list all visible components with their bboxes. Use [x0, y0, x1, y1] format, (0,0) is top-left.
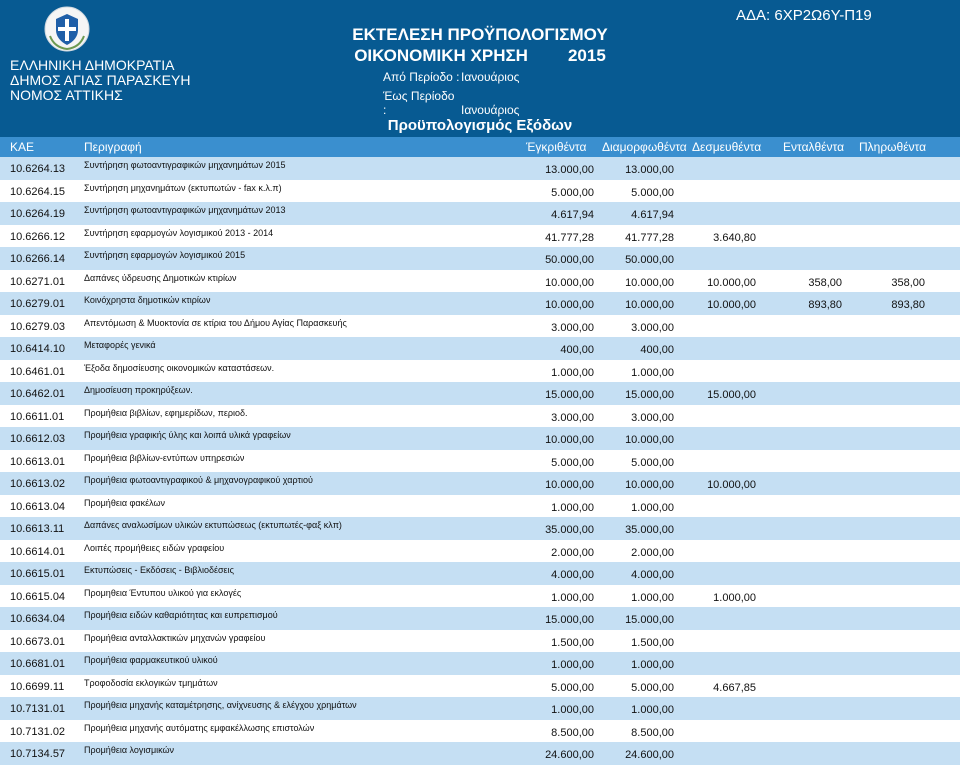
description-cell: Συντήρηση μηχανημάτων (εκτυπωτών - fax κ.λ.π) [84, 182, 282, 193]
table-row [0, 742, 960, 765]
approved-cell: 50.000,00 [545, 254, 594, 266]
table-row [0, 652, 960, 675]
kae-cell: 10.6264.19 [10, 208, 66, 220]
fiscal-year: 2015 [567, 46, 606, 65]
paid-cell: 358,00 [891, 276, 925, 289]
approved-cell: 1.000,00 [551, 704, 594, 716]
committed-cell: 4.667,85 [713, 681, 756, 694]
description-cell: Προμήθεια φωτοαντιγραφικού & μηχανογραφικού χαρτιού [84, 475, 313, 485]
kae-cell: 10.6462.01 [10, 388, 66, 400]
from-period-value: Ιανουάριος [461, 70, 520, 84]
approved-cell: 10.000,00 [545, 299, 594, 311]
description-cell: Εκτυπώσεις - Εκδόσεις - Βιβλιοδέσεις [84, 565, 234, 575]
paid-cell: 893,80 [891, 299, 925, 311]
description-cell: Προμήθεια λογισμικών [84, 745, 175, 755]
kae-cell: 10.6279.03 [10, 320, 66, 333]
approved-cell: 3.000,00 [551, 411, 594, 424]
description-cell: Μεταφορές γενικά [84, 340, 156, 350]
description-cell: Προμήθεια μηχανής καταμέτρησης, ανίχνευσης & ελέγχου χρημάτων [84, 700, 357, 710]
column-header-paid: Πληρωθέντα [859, 140, 927, 154]
to-period-label: Έως Περίοδο : [383, 89, 455, 117]
table-row [0, 337, 960, 360]
approved-cell: 5.000,00 [551, 186, 594, 199]
committed-cell: 10.000,00 [707, 299, 756, 311]
approved-cell: 15.000,00 [545, 614, 594, 626]
kae-cell: 10.6266.12 [10, 230, 66, 243]
table-row [0, 405, 960, 428]
formed-cell: 4.000,00 [631, 569, 674, 581]
ordered-cell: 893,80 [808, 299, 842, 311]
description-cell: Συντήρηση εφαρμογών λογισμικού 2013 - 2014 [84, 227, 274, 238]
table-row [0, 675, 960, 698]
formed-cell: 50.000,00 [625, 254, 674, 266]
kae-cell: 10.6613.04 [10, 500, 66, 513]
approved-cell: 1.000,00 [551, 366, 594, 379]
approved-cell: 400,00 [560, 344, 594, 356]
description-cell: Προμήθεια φακέλων [84, 497, 165, 508]
description-cell: Προμηθεια Έντυπου υλικού για εκλογές [84, 587, 242, 598]
approved-cell: 1.000,00 [551, 591, 594, 604]
description-cell: Προμήθεια βιβλίων-εντύπων υπηρεσιών [84, 452, 245, 463]
kae-cell: 10.6673.01 [10, 635, 66, 648]
kae-cell: 10.7131.01 [10, 703, 66, 715]
formed-cell: 10.000,00 [625, 434, 674, 446]
approved-cell: 1.000,00 [551, 501, 594, 514]
formed-cell: 1.000,00 [631, 366, 674, 379]
table-row [0, 202, 960, 225]
description-cell: Προμήθεια γραφικής ύλης και λοιπά υλικά γραφείων [84, 430, 291, 440]
description-cell: Δαπάνες αναλωσίμων υλικών εκτυπώσεως (εκτυπωτές-φαξ κλπ) [84, 520, 342, 530]
formed-cell: 10.000,00 [625, 276, 674, 289]
formed-cell: 15.000,00 [625, 614, 674, 626]
description-cell: Λοιπές προμήθειες ειδών γραφείου [84, 542, 225, 553]
table-row [0, 315, 960, 338]
kae-cell: 10.6613.02 [10, 478, 66, 490]
kae-cell: 10.6414.10 [10, 343, 66, 355]
approved-cell: 3.000,00 [551, 321, 594, 334]
table-row [0, 517, 960, 540]
table-row [0, 157, 960, 180]
kae-cell: 10.6699.11 [10, 680, 65, 693]
ordered-cell: 358,00 [808, 276, 842, 289]
kae-cell: 10.6279.01 [10, 298, 66, 310]
kae-cell: 10.6613.01 [10, 455, 66, 468]
description-cell: Δαπάνες ύδρευσης Δημοτικών κτιρίων [84, 272, 237, 283]
kae-cell: 10.6461.01 [10, 365, 66, 378]
kae-cell: 10.6615.01 [10, 568, 66, 580]
description-cell: Συντήρηση εφαρμογών λογισμικού 2015 [84, 250, 246, 260]
formed-cell: 400,00 [640, 344, 674, 356]
kae-cell: 10.6264.13 [10, 163, 66, 175]
description-cell: Συντήρηση φωτοαντιγραφικών μηχανημάτων 2015 [84, 160, 286, 170]
description-cell: Δημοσίευση προκηρύξεων. [84, 385, 193, 395]
approved-cell: 1.500,00 [551, 636, 594, 649]
approved-cell: 2.000,00 [551, 546, 594, 559]
description-cell: Προμήθεια μηχανής αυτόματης εμφακέλλωσης επιστολών [84, 722, 315, 733]
table-row [0, 472, 960, 495]
formed-cell: 15.000,00 [625, 389, 674, 401]
formed-cell: 4.617,94 [631, 209, 674, 221]
kae-cell: 10.6681.01 [10, 658, 66, 670]
formed-cell: 13.000,00 [625, 164, 674, 176]
approved-cell: 4.617,94 [551, 209, 594, 221]
description-cell: Προμήθεια ειδών καθαριότητας και ευπρεπισμού [84, 610, 278, 620]
formed-cell: 8.500,00 [631, 726, 674, 739]
formed-cell: 35.000,00 [625, 524, 674, 536]
org-line: ΕΛΛΗΝΙΚΗ ΔΗΜΟΚΡΑΤΙΑ [10, 57, 175, 73]
kae-cell: 10.6613.11 [10, 523, 65, 535]
report-subtitle: Προϋπολογισμός Εξόδων [387, 117, 573, 134]
committed-cell: 3.640,80 [713, 231, 756, 244]
kae-cell: 10.6611.01 [10, 410, 65, 423]
description-cell: Συντήρηση φωτοαντιγραφικών μηχανημάτων 2013 [84, 205, 286, 215]
org-line: ΔΗΜΟΣ ΑΓΙΑΣ ΠΑΡΑΣΚΕΥΗ [10, 72, 191, 88]
table-row [0, 540, 960, 563]
formed-cell: 5.000,00 [631, 186, 674, 199]
table-row [0, 607, 960, 630]
column-header-kae: ΚΑΕ [10, 140, 35, 154]
approved-cell: 8.500,00 [551, 726, 594, 739]
table-row [0, 697, 960, 720]
table-row [0, 562, 960, 585]
approved-cell: 1.000,00 [551, 659, 594, 671]
kae-cell: 10.7134.57 [10, 748, 66, 760]
ada-code: ΑΔΑ: 6ΧΡ2Ω6Υ-Π19 [736, 7, 872, 24]
kae-cell: 10.6271.01 [10, 275, 66, 288]
approved-cell: 4.000,00 [551, 569, 594, 581]
from-period-label: Από Περίοδο : [383, 70, 460, 84]
column-header-approved: Έγκριθέντα [526, 140, 587, 154]
formed-cell: 10.000,00 [625, 479, 674, 491]
formed-cell: 1.500,00 [631, 636, 674, 649]
approved-cell: 10.000,00 [545, 434, 594, 446]
table-row [0, 180, 960, 203]
table-row [0, 225, 960, 248]
table-row [0, 450, 960, 473]
report-title: ΕΚΤΕΛΕΣΗ ΠΡΟΫΠΟΛΟΓΙΣΜΟΥ [352, 25, 608, 44]
formed-cell: 3.000,00 [631, 321, 674, 334]
table-row [0, 495, 960, 518]
description-cell: Έξοδα δημοσίευσης οικονομικών καταστάσεων. [84, 362, 275, 373]
table-row [0, 270, 960, 293]
kae-cell: 10.6634.04 [10, 613, 66, 625]
column-header-committed: Δεσμευθέντα [692, 140, 762, 154]
approved-cell: 41.777,28 [545, 231, 594, 244]
description-cell: Προμήθεια φαρμακευτικού υλικού [84, 655, 218, 665]
kae-cell: 10.6266.14 [10, 253, 66, 265]
formed-cell: 1.000,00 [631, 704, 674, 716]
approved-cell: 10.000,00 [545, 479, 594, 491]
description-cell: Κοινόχρηστα δημοτικών κτιρίων [84, 295, 211, 305]
description-cell: Προμήθεια ανταλλακτικών μηχανών γραφείου [84, 632, 266, 643]
kae-cell: 10.6615.04 [10, 590, 66, 603]
fiscal-label: ΟΙΚΟΝΟΜΙΚΗ ΧΡΗΣΗ [354, 46, 528, 65]
description-cell: Προμήθεια βιβλίων, εφημερίδων, περιοδ. [84, 407, 248, 418]
report-header [0, 0, 960, 137]
approved-cell: 10.000,00 [545, 276, 594, 289]
table-row [0, 360, 960, 383]
table-row [0, 630, 960, 653]
to-period [383, 89, 519, 117]
approved-cell: 35.000,00 [545, 524, 594, 536]
approved-cell: 13.000,00 [545, 164, 594, 176]
formed-cell: 41.777,28 [625, 231, 674, 244]
kae-cell: 10.6614.01 [10, 545, 66, 558]
formed-cell: 3.000,00 [631, 411, 674, 424]
table-row [0, 720, 960, 743]
approved-cell: 24.600,00 [545, 749, 594, 761]
description-cell: Τροφοδοσία εκλογικών τμημάτων [84, 677, 218, 688]
approved-cell: 5.000,00 [551, 456, 594, 469]
committed-cell: 1.000,00 [713, 591, 756, 604]
table-row [0, 247, 960, 270]
formed-cell: 5.000,00 [631, 681, 674, 694]
formed-cell: 1.000,00 [631, 501, 674, 514]
column-header-description: Περιγραφή [84, 140, 142, 154]
formed-cell: 5.000,00 [631, 456, 674, 469]
formed-cell: 1.000,00 [631, 659, 674, 671]
description-cell: Απεντόμωση & Μυοκτονία σε κτίρια του Δήμου Αγίας Παρασκευής [84, 317, 347, 328]
table-row [0, 427, 960, 450]
fiscal-year-line [0, 46, 960, 66]
kae-cell: 10.7131.02 [10, 725, 66, 738]
budget-table-body [0, 157, 960, 765]
kae-cell: 10.6612.03 [10, 433, 66, 445]
formed-cell: 10.000,00 [625, 299, 674, 311]
committed-cell: 10.000,00 [707, 479, 756, 491]
formed-cell: 24.600,00 [625, 749, 674, 761]
column-header-bar [0, 137, 960, 157]
committed-cell: 15.000,00 [707, 389, 756, 401]
formed-cell: 2.000,00 [631, 546, 674, 559]
table-row [0, 382, 960, 405]
table-row [0, 292, 960, 315]
column-header-formed: Διαμορφωθέντα [602, 140, 687, 154]
column-header-ordered: Ενταλθέντα [783, 140, 845, 154]
from-period [383, 70, 519, 84]
formed-cell: 1.000,00 [631, 591, 674, 604]
committed-cell: 10.000,00 [707, 276, 756, 289]
approved-cell: 5.000,00 [551, 681, 594, 694]
kae-cell: 10.6264.15 [10, 185, 66, 198]
org-line: ΝΟΜΟΣ ΑΤΤΙΚΗΣ [10, 87, 123, 103]
to-period-value: Ιανουάριος [461, 103, 520, 117]
table-row [0, 585, 960, 608]
approved-cell: 15.000,00 [545, 389, 594, 401]
